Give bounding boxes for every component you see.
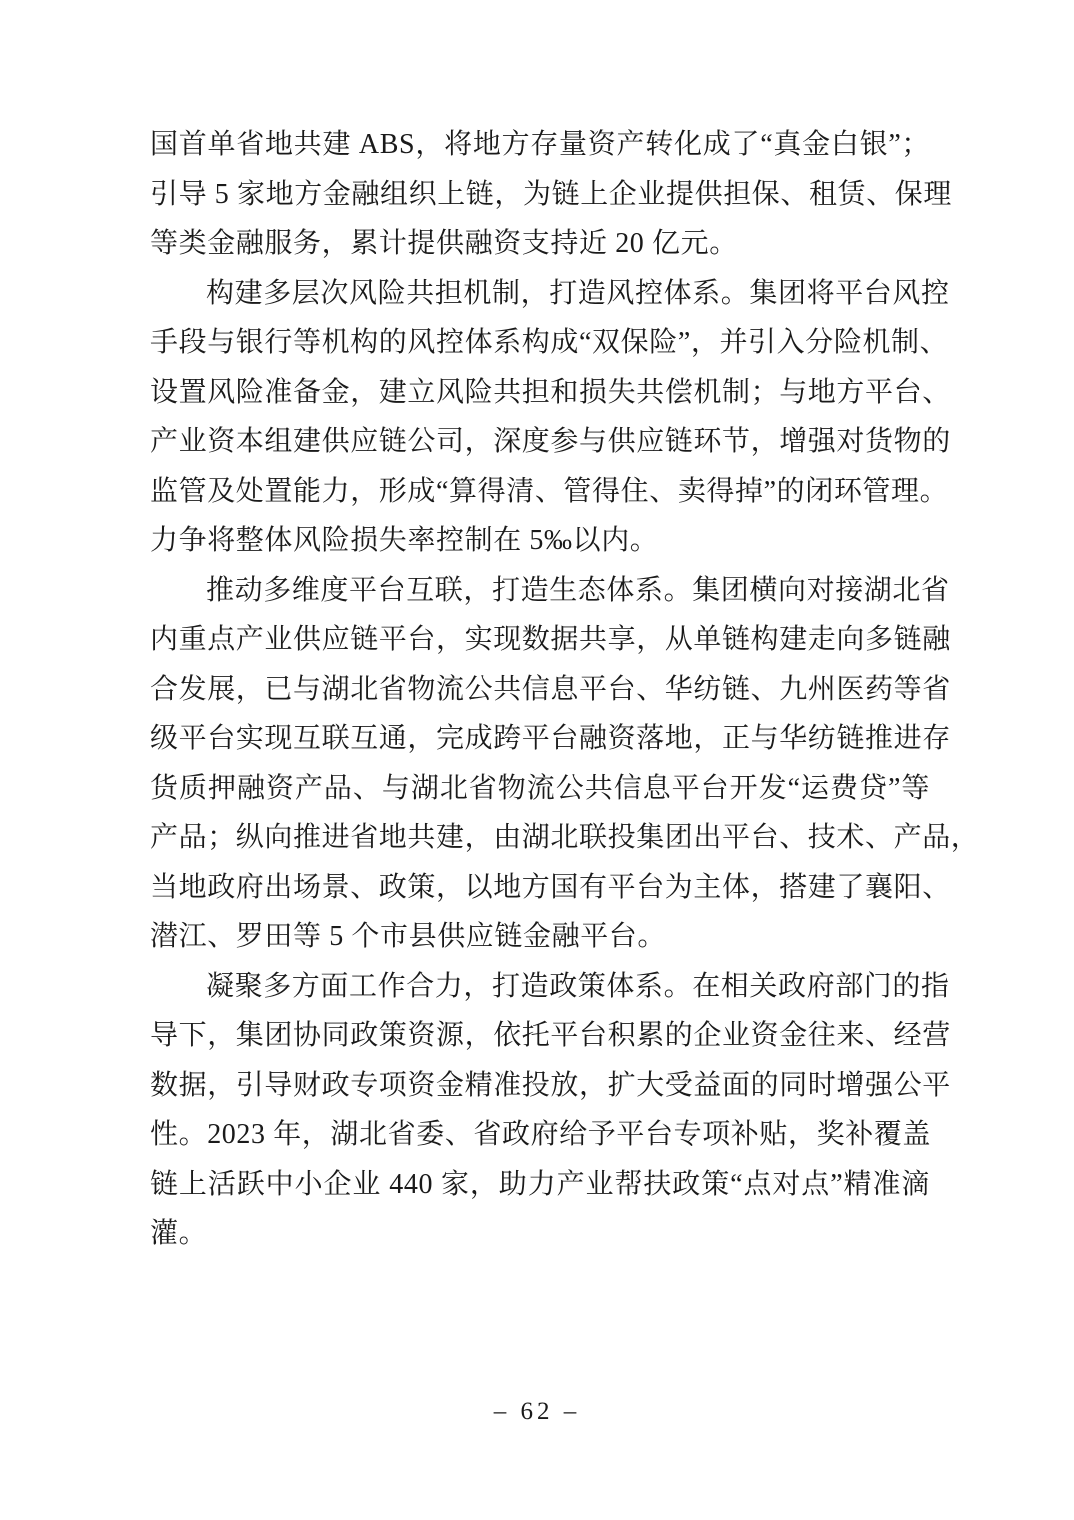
text-line: 监管及处置能力，形成“算得清、管得住、卖得掉”的闭环管理。 [150,475,949,507]
text-line: 产业资本组建供应链公司，深度参与供应链环节，增强对货物的 [150,426,951,457]
text-line: 构建多层次风险共担机制，打造风控体系。集团将平台风控 [206,277,950,309]
text-line: 当地政府出场景、政策，以地方国有平台为主体，搭建了襄阳、 [150,871,951,903]
page-number: – 62 – [493,1398,581,1425]
text-line: 引导 5 家地方金融组织上链，为链上企业提供担保、租赁、保理 [150,178,953,210]
text-line: 数据，引导财政专项资金精准投放，扩大受益面的同时增强公平 [150,1069,951,1101]
text-line: 链上活跃中小企业 440 家，助力产业帮扶政策“点对点”精准滴 [150,1168,930,1200]
text-line: 潜江、罗田等 5 个市县供应链金融平台。 [150,921,667,952]
text-line: 等类金融服务，累计提供融资支持近 20 亿元。 [150,228,738,259]
text-line: 货质押融资产品、与湖北省物流公共信息平台开发“运费贷”等 [150,772,930,804]
page-footer [0,1398,1074,1426]
text-line: 合发展，已与湖北省物流公共信息平台、华纺链、九州医药等省 [150,673,951,705]
text-line: 国首单省地共建 ABS，将地方存量资产转化成了“真金白银”； [150,129,930,160]
text-line: 设置风险准备金，建立风险共担和损失共偿机制；与地方平台、 [150,376,951,408]
text-line: 凝聚多方面工作合力，打造政策体系。在相关政府部门的指 [206,970,950,1002]
body-text [150,120,980,1259]
text-line: 推动多维度平台互联，打造生态体系。集团横向对接湖北省 [206,574,950,606]
text-line: 级平台实现互联互通，完成跨平台融资落地，正与华纺链推进存 [150,723,951,754]
text-line: 性。2023 年，湖北省委、省政府给予平台专项补贴，奖补覆盖 [150,1119,932,1150]
text-line: 内重点产业供应链平台，实现数据共享，从单链构建走向多链融 [150,624,951,655]
text-line: 产品；纵向推进省地共建，由湖北联投集团出平台、技术、产品， [150,822,980,853]
text-line: 力争将整体风险损失率控制在 5‰以内。 [150,525,659,556]
text-line: 手段与银行等机构的风控体系构成“双保险”，并引入分险机制、 [150,327,949,358]
text-line: 导下，集团协同政策资源，依托平台积累的企业资金往来、经营 [150,1020,951,1051]
text-line: 灌。 [150,1218,208,1249]
